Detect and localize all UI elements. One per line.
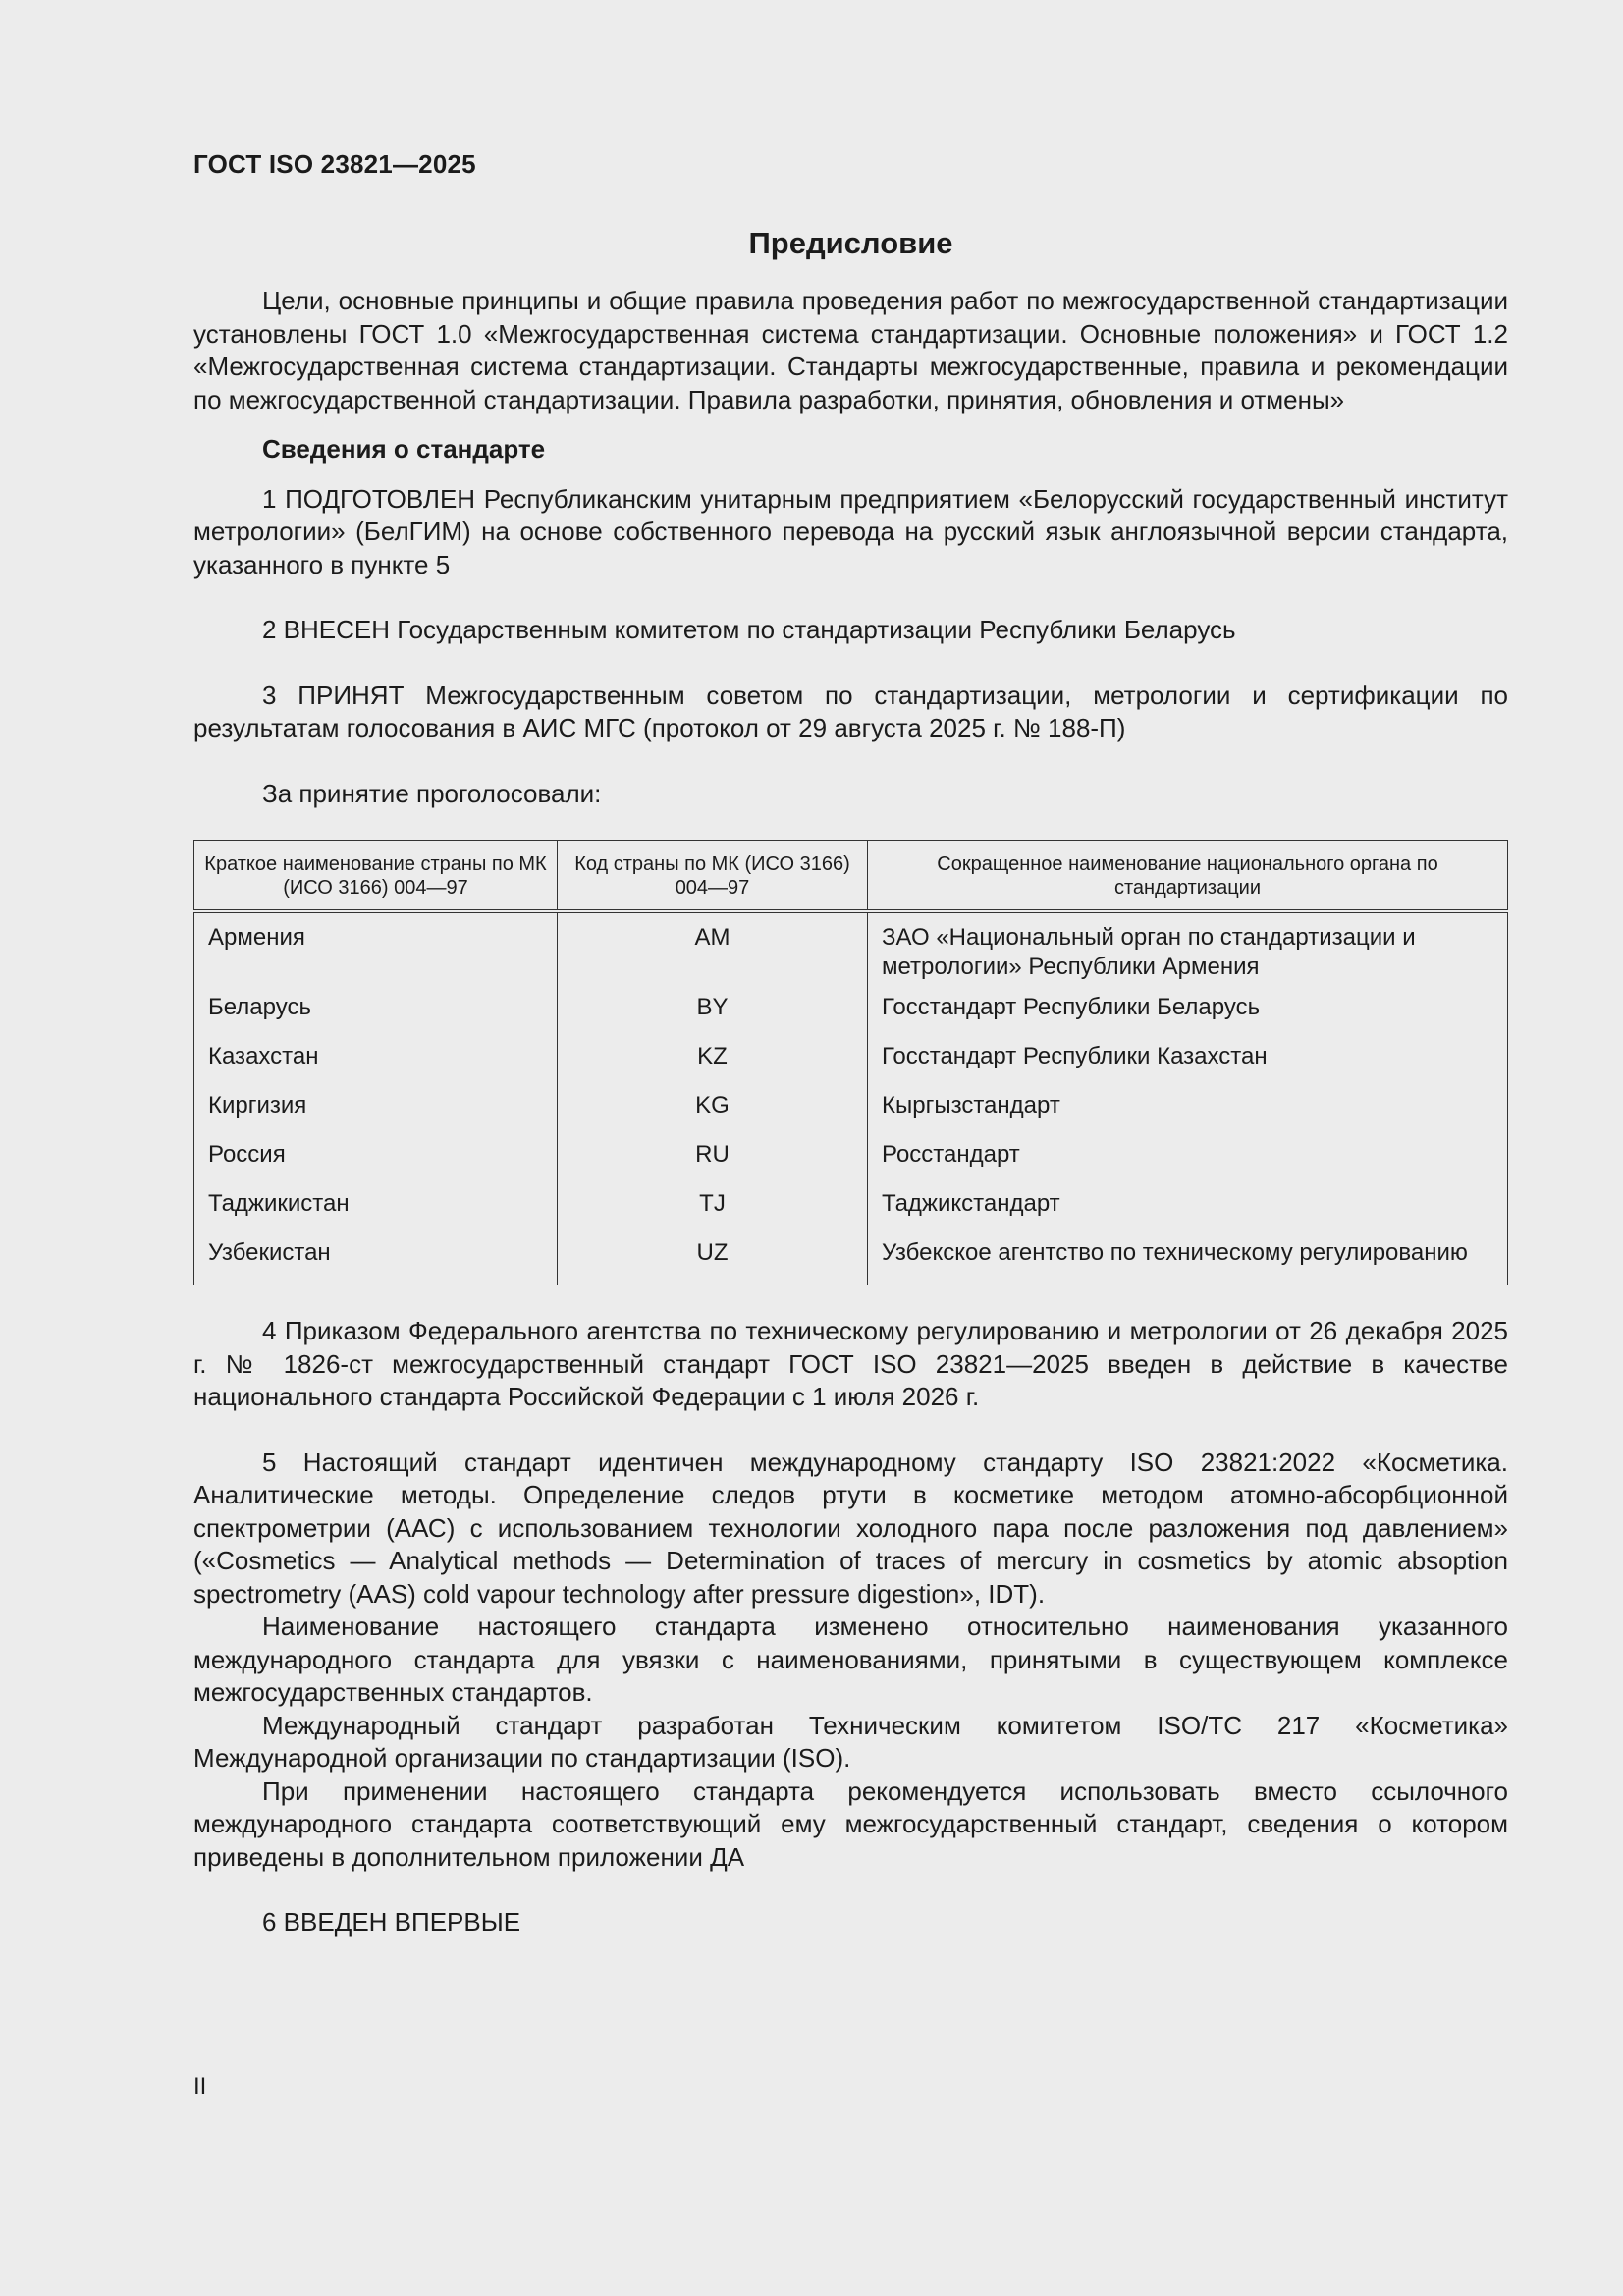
document-code-header: ГОСТ ISO 23821—2025 (193, 149, 476, 179)
page-title: Предисловие (748, 226, 953, 260)
code-cell: KG (558, 1084, 868, 1133)
country-cell: Россия (208, 1141, 286, 1168)
item-5-paragraph: 5 Настоящий стандарт идентичен международному стандарту ISO 23821:2022 «Косметика. Аналитические методы. Определение следов ртути в косметике методом атомно-абсорбционной спектрометрии (ААС) с использованием технологии холодного пара после разложения под давлением» («Cosmetics — Analytical methods — Determination of traces of mercury in cosmetics by atomic absoption spectrometry (AAS) cold vapour technology after pressure digestion», IDT). (193, 1447, 1508, 1609)
page-number: II (193, 2073, 207, 2100)
body-cell: Узбекское агентство по техническому регулированию (868, 1231, 1508, 1285)
code-cell: AM (558, 911, 868, 986)
table-row (194, 1035, 1508, 1084)
voting-countries-table (193, 840, 1508, 1285)
body-cell: Росстандарт (868, 1133, 1508, 1182)
country-cell: Армения (208, 924, 305, 951)
item-3-paragraph: 3 ПРИНЯТ Межгосударственным советом по стандартизации, метрологии и сертификации по результатам голосования в АИС МГС (протокол от 29 августа 2025 г. № 188-П) (193, 680, 1508, 742)
body-cell: ЗАО «Национальный орган по стандартизации и метрологии» Республики Армения (868, 911, 1508, 986)
item-5-note-title: Наименование настоящего стандарта изменено относительно наименования указанного международного стандарта для увязки с наименованиями, принятыми в существующем комплексе межгосударственных стандартов. (193, 1612, 1508, 1707)
item-4-paragraph: 4 Приказом Федерального агентства по техническому регулированию и метрологии от 26 декабря 2025 г. № 1826-ст межгосударственный стандарт ГОСТ ISO 23821—2025 введен в действие в качестве национального стандарта Российской Федерации с 1 июля 2026 г. (193, 1316, 1508, 1411)
table-row (194, 911, 1508, 986)
body-cell: Госстандарт Республики Казахстан (868, 1035, 1508, 1084)
country-cell: Беларусь (208, 994, 311, 1020)
code-cell: BY (558, 986, 868, 1035)
intro-paragraph: Цели, основные принципы и общие правила проведения работ по межгосударственной стандартизации установлены ГОСТ 1.0 «Межгосударственная система стандартизации. Основные положения» и ГОСТ 1.2 «Межгосударственная система стандартизации. Стандарты межгосударственные, правила и рекомендации по межгосударственной стандартизации. Правила разработки, принятия, обновления и отмены» (193, 286, 1508, 414)
body-cell: Кыргызстандарт (868, 1084, 1508, 1133)
header-country: Краткое наименование страны по МК (ИСО 3166) 004—97 (194, 841, 558, 912)
code-cell: KZ (558, 1035, 868, 1084)
item-2-paragraph: 2 ВНЕСЕН Государственным комитетом по стандартизации Республики Беларусь (262, 615, 1236, 644)
vote-intro: За принятие проголосовали: (262, 778, 602, 808)
country-cell: Таджикистан (208, 1190, 350, 1217)
table-row (194, 1133, 1508, 1182)
header-code: Код страны по МК (ИСО 3166) 004—97 (558, 841, 868, 912)
item-5-note-application: При применении настоящего стандарта рекомендуется использовать вместо ссылочного международного стандарта соответствующий ему межгосударственный стандарт, сведения о котором приведены в дополнительном приложении ДА (193, 1776, 1508, 1872)
body-cell: Таджикстандарт (868, 1182, 1508, 1231)
table-row (194, 1231, 1508, 1285)
country-cell: Казахстан (208, 1043, 319, 1069)
item-5-note-committee: Международный стандарт разработан Техническим комитетом ISO/TC 217 «Косметика» Международной организации по стандартизации (ISO). (193, 1710, 1508, 1773)
item-6-paragraph: 6 ВВЕДЕН ВПЕРВЫЕ (262, 1907, 521, 1937)
code-cell: UZ (558, 1231, 868, 1285)
document-body (193, 285, 1508, 1940)
item-1-paragraph: 1 ПОДГОТОВЛЕН Республиканским унитарным предприятием «Белорусский государственный институт метрологии» (БелГИМ) на основе собственного перевода на русский язык англоязычной версии стандарта, указанного в пункте 5 (193, 483, 1508, 579)
country-cell: Киргизия (208, 1092, 307, 1119)
table-header-row (194, 841, 1508, 912)
section-heading: Сведения о стандарте (262, 434, 546, 464)
table-row (194, 1182, 1508, 1231)
country-cell: Узбекистан (208, 1239, 331, 1266)
code-cell: RU (558, 1133, 868, 1182)
body-cell: Госстандарт Республики Беларусь (868, 986, 1508, 1035)
code-cell: TJ (558, 1182, 868, 1231)
table-row (194, 1084, 1508, 1133)
table-row (194, 986, 1508, 1035)
header-body: Сокращенное наименование национального органа по стандартизации (868, 841, 1508, 912)
